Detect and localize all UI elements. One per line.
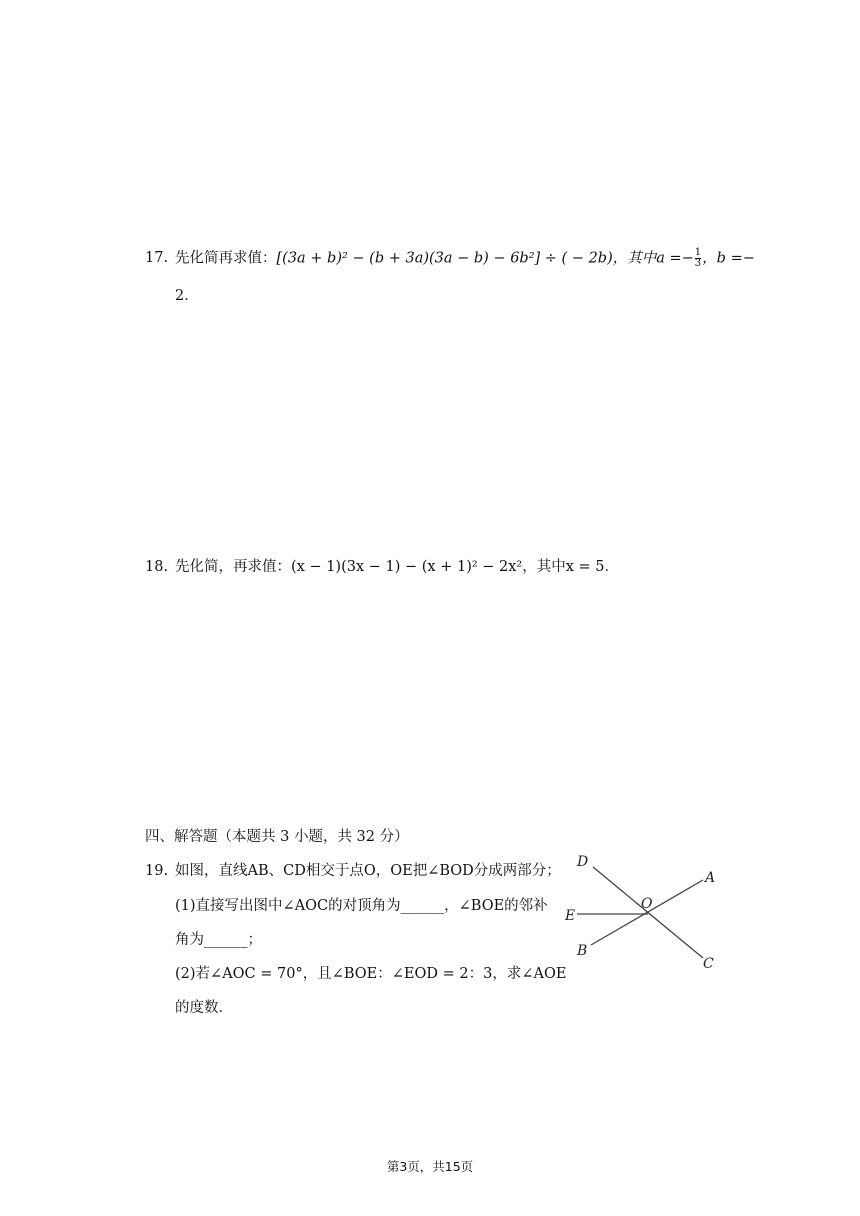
question-19-number: 19. — [145, 863, 169, 879]
label-o: O — [641, 896, 653, 912]
question-19-line-5: 的度数． — [175, 1000, 233, 1016]
page-footer: 第3页，共15页 — [386, 1159, 474, 1174]
label-e: E — [565, 908, 576, 924]
label-a: A — [705, 870, 716, 886]
question-19-line-2: (1)直接写出图中∠AOC的对顶角为______，∠BOE的邻补 — [175, 898, 548, 914]
question-19-line-4: (2)若∠AOC = 70°，且∠BOE：∠EOD = 2：3，求∠AOE — [175, 966, 567, 982]
question-18-text: 先化简，再求值：(x − 1)(3x − 1) − (x + 1)² − 2x²，其中x = 5． — [175, 559, 620, 575]
geometry-figure — [555, 850, 735, 990]
question-18-number: 18. — [145, 559, 169, 575]
question-19-line-3: 角为______； — [175, 932, 262, 948]
label-c: C — [703, 956, 714, 972]
question-17-line-2: 2． — [175, 288, 199, 304]
question-19-line-1: 如图，直线AB、CD相交于点O，OE把∠BOD分成两部分； — [175, 863, 561, 879]
line-ba — [591, 880, 703, 945]
section-4-title: 四、解答题（本题共 3 小题，共 32 分） — [145, 829, 409, 845]
question-17-tail: ，b =− — [702, 250, 755, 267]
question-17-prefix: 先化简再求值： — [175, 250, 277, 267]
question-17-fraction — [695, 248, 701, 269]
question-17-number: 17. — [145, 250, 169, 266]
fraction-numerator: 1 — [694, 247, 702, 258]
fraction-denominator: 3 — [694, 258, 702, 269]
label-b: B — [577, 943, 588, 959]
label-d: D — [577, 854, 589, 870]
question-17-expression: [(3a + b)² − (b + 3a)(3a − b) − 6b²] ÷ ( − 2b)，其中a =− — [276, 250, 694, 267]
question-17-line-1 — [175, 248, 755, 269]
